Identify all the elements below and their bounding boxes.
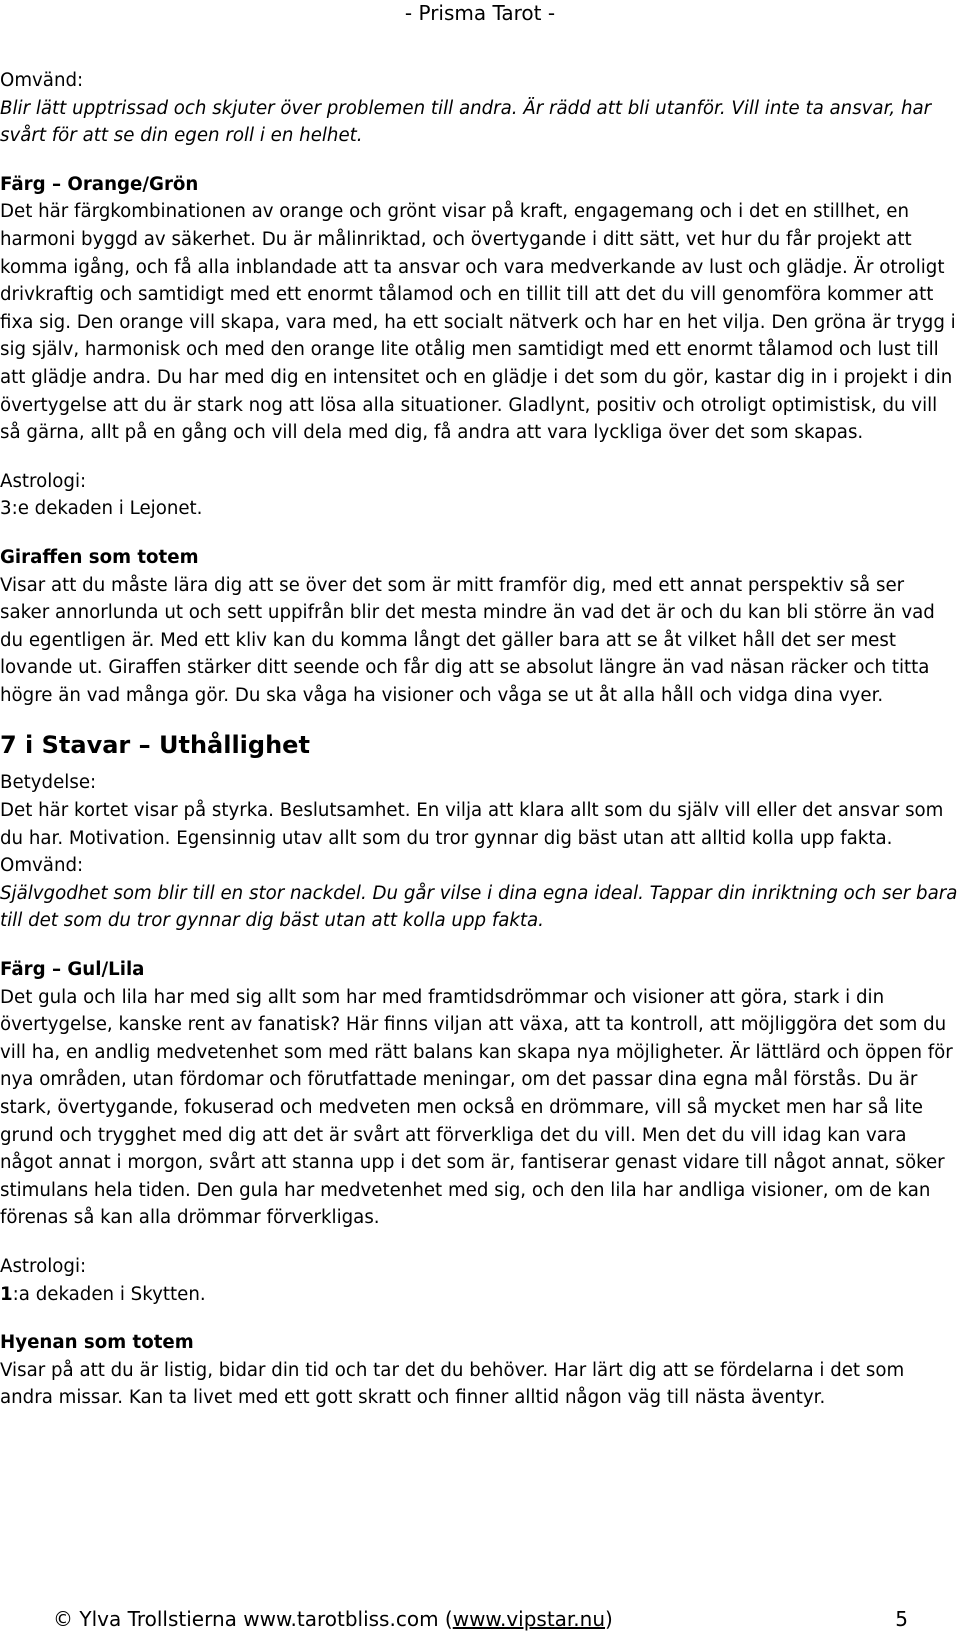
vipstar-link[interactable]: www.vipstar.nu	[452, 1607, 606, 1631]
copyright-text: © Ylva Trollstierna www.tarotbliss.com (	[53, 1607, 453, 1631]
totem-text: Visar att du måste lära dig att se över det som är mitt framför dig, med ett annat perspektiv så ser saker annorlunda ut och sett uppifrån blir det mesta mindre än vad det är och du kan bli större än vad du egentligen är. Med ett kliv kan du komma långt det gäller bara att se åt vilket håll det ser mest lovande ut. Giraffen stärker ditt seende och får dig att se absolut längre än vad näsan räcker och titta högre än vad många gör. Du ska våga ha visioner och våga se ut åt alla håll och vidga dina vyer.	[0, 574, 935, 706]
footer-copyright	[53, 1606, 613, 1632]
decan-number: 1	[0, 1283, 13, 1305]
decan-text: :a dekaden i Skytten.	[12, 1283, 206, 1305]
reversed-text: Blir lätt upptrissad och skjuter över problemen till andra. Är rädd att bli utanför. Vill inte ta ansvar, har svårt för att se din egen roll i en helhet.	[0, 97, 932, 147]
page-content	[0, 67, 958, 1412]
astrology-label-2: Astrologi:	[0, 1255, 87, 1277]
color-heading-2: Färg – Gul/Lila	[0, 959, 145, 981]
astrology-text-2	[0, 1281, 958, 1309]
totem-heading-2: Hyenan som totem	[0, 1332, 194, 1354]
card-title: 7 i Stavar – Uthållighet	[0, 731, 310, 760]
copyright-close: )	[605, 1607, 613, 1631]
astrology-text: 3:e dekaden i Lejonet.	[0, 498, 203, 520]
page-number: 5	[895, 1607, 908, 1631]
meaning-label: Betydelse:	[0, 772, 97, 794]
page-footer	[0, 1606, 960, 1632]
color-text-2: Det gula och lila har med sig allt som har med framtidsdrömmar och visioner att göra, stark i din övertygelse, kanske rent av fanatisk? Här finns viljan att växa, att ta kontroll, att möjliggöra det som du vill ha, en andlig medvetenhet som med rätt balans kan skapa nya möjligheter. Är lättlärd och öppen för nya områden, utan fördomar och förutfattade meningar, om det passar dina egna mål förstås. Du är stark, övertygande, fokuserad och medveten men också en drömmare, vill så mycket men har så lite grund och trygghet med dig att det är svårt att förverkliga det du vill. Men det du vill idag kan vara något annat i morgon, svårt att stanna upp i det som är, fantiserar genast vidare till något annat, söker stimulans hela tiden. Den gula har medvetenhet med sig, och den lila har andliga visioner, om de kan förenas så kan alla drömmar förverkligas.	[0, 986, 953, 1229]
reversed-label: Omvänd:	[0, 70, 84, 91]
meaning-text: Det här kortet visar på styrka. Beslutsamhet. En vilja att klara allt som du själv vill eller det ansvar som du har. Motivation. Egensinnig utav allt som du tror gynnar dig bäst utan att alltid kolla upp fakta.	[0, 800, 944, 849]
totem-heading: Giraffen som totem	[0, 546, 199, 568]
page-header: - Prisma Tarot -	[404, 1, 556, 25]
color-heading: Färg – Orange/Grön	[0, 173, 199, 195]
totem-text-2: Visar på att du är listig, bidar din tid och tar det du behöver. Har lärt dig att se fördelarna i det som andra missar. Kan ta livet med ett gott skratt och finner alltid någon väg till nästa äventyr.	[0, 1359, 905, 1409]
reversed-label-2: Omvänd:	[0, 855, 84, 877]
astrology-label: Astrologi:	[0, 470, 87, 492]
reversed-text-2: Självgodhet som blir till en stor nackdel. Du går vilse i dina egna ideal. Tappar din inriktning och ser bara till det som du tror gynnar dig bäst utan att kolla upp fakta.	[0, 882, 958, 932]
color-text: Det här färgkombinationen av orange och grönt visar på kraft, engagemang och i det en stillhet, en harmoni byggd av säkerhet. Du är målinriktad, och övertygande i ditt sätt, vet hur du får projekt att komma igång, och få alla inblandade att ta ansvar och vara medverkande av lust och glädje. Är otroligt drivkraftig och samtidigt med ett enormt tålamod och en tillit till att det du vill genomföra kommer att fixa sig. Den orange vill skapa, vara med, ha ett socialt nätverk och har en het vilja. Den gröna är trygg i sig själv, harmonisk och med den orange lite otålig men samtidigt med ett enormt tålamod och lust till att glädje andra. Du har med dig en intensitet och en glädje i det som du gör, kastar dig in i projekt i din övertygelse att du är stark nog att lösa alla situationer. Gladlynt, positiv och otroligt optimistisk, du vill så gärna, allt på en gång och vill dela med dig, få andra att vara lyckliga över det som skapas.	[0, 201, 956, 444]
